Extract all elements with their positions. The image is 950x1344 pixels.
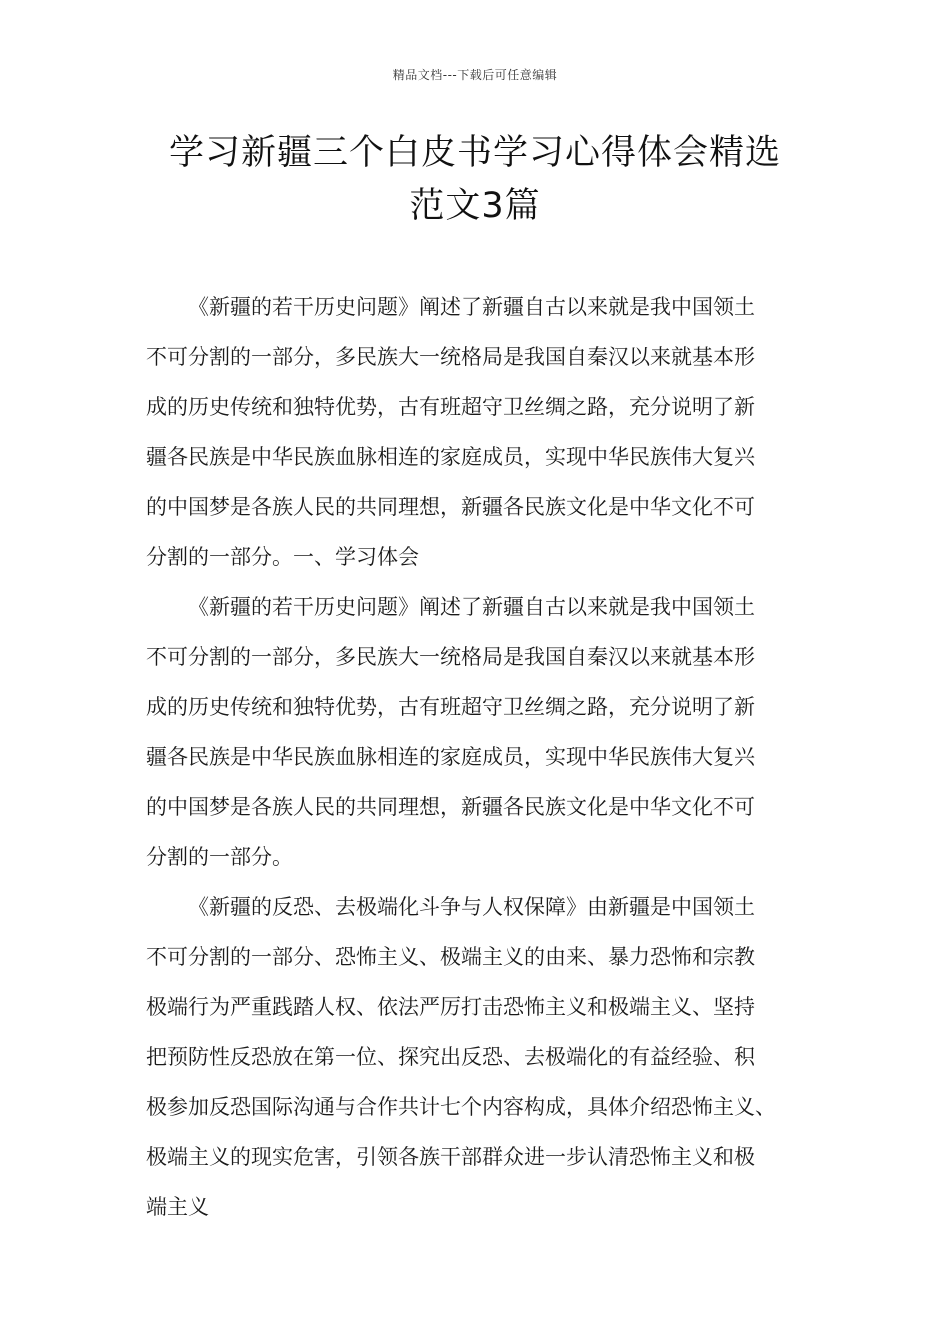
paragraph-line: 成的历史传统和独特优势，古有班超守卫丝绸之路，充分说明了新 <box>146 395 755 419</box>
paragraph-line: 不可分割的一部分，多民族大一统格局是我国自秦汉以来就基本形 <box>146 645 755 669</box>
paragraph-line: 不可分割的一部分，多民族大一统格局是我国自秦汉以来就基本形 <box>146 345 755 369</box>
paragraph-line: 疆各民族是中华民族血脉相连的家庭成员，实现中华民族伟大复兴 <box>146 745 755 769</box>
document-body <box>146 282 826 1232</box>
page-header-note: 精品文档---下载后可任意编辑 <box>392 68 558 82</box>
paragraph-line: 《新疆的若干历史问题》阐述了新疆自古以来就是我中国领土 <box>188 595 755 619</box>
paragraph-line: 端主义 <box>146 1195 209 1219</box>
paragraph-line: 《新疆的反恐、去极端化斗争与人权保障》由新疆是中国领土 <box>188 895 755 919</box>
paragraph-line: 的中国梦是各族人民的共同理想，新疆各民族文化是中华文化不可 <box>146 795 755 819</box>
paragraph-line: 分割的一部分。 <box>146 845 293 869</box>
paragraph-line: 极参加反恐国际沟通与合作共计七个内容构成，具体介绍恐怖主义、 <box>146 1095 776 1119</box>
paragraph-line: 极端主义的现实危害，引领各族干部群众进一步认清恐怖主义和极 <box>146 1145 755 1169</box>
title-line-2: 范文3篇 <box>409 186 541 226</box>
paragraph-2 <box>146 582 826 882</box>
paragraph-line: 把预防性反恐放在第一位、探究出反恐、去极端化的有益经验、积 <box>146 1045 755 1069</box>
paragraph-line: 不可分割的一部分、恐怖主义、极端主义的由来、暴力恐怖和宗教 <box>146 945 755 969</box>
paragraph-line: 疆各民族是中华民族血脉相连的家庭成员，实现中华民族伟大复兴 <box>146 445 755 469</box>
title-line-1: 学习新疆三个白皮书学习心得体会精选 <box>168 133 781 173</box>
document-title <box>0 127 950 233</box>
paragraph-line: 的中国梦是各族人民的共同理想，新疆各民族文化是中华文化不可 <box>146 495 755 519</box>
paragraph-line: 分割的一部分。一、学习体会 <box>146 545 419 569</box>
paragraph-3 <box>146 882 826 1232</box>
paragraph-line: 成的历史传统和独特优势，古有班超守卫丝绸之路，充分说明了新 <box>146 695 755 719</box>
paragraph-line: 极端行为严重践踏人权、依法严厉打击恐怖主义和极端主义、坚持 <box>146 995 755 1019</box>
paragraph-line: 《新疆的若干历史问题》阐述了新疆自古以来就是我中国领土 <box>188 295 755 319</box>
paragraph-1 <box>146 282 826 582</box>
